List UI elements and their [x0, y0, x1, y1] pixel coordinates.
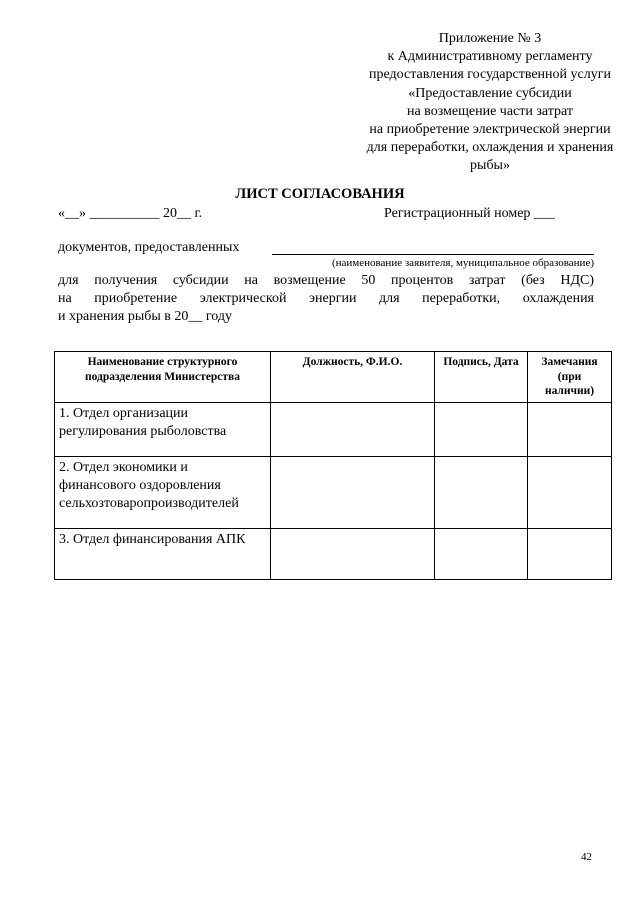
appendix-line: «Предоставление субсидии: [408, 85, 572, 101]
table-header-row: [55, 352, 612, 403]
paragraph-line: и хранения рыбы в 20__ году: [58, 309, 232, 324]
table-row: [55, 528, 612, 579]
applicant-fill-line: [272, 254, 594, 255]
appendix-line: рыбы»: [470, 158, 510, 174]
appendix-line: к Административному регламенту: [387, 49, 593, 65]
appendix-line: предоставления государственной услуги: [369, 67, 611, 83]
appendix-header: [300, 30, 640, 176]
table-row: [55, 456, 612, 528]
signature-date-cell: [435, 402, 528, 456]
department-cell: 1. Отдел организации регулирования рыболовства: [55, 402, 271, 456]
registration-number-field: Регистрационный номер ___: [384, 206, 555, 221]
approval-table: [54, 351, 612, 580]
appendix-line: для переработки, охлаждения и хранения: [366, 140, 614, 156]
documents-label: документов, предоставленных: [58, 240, 240, 255]
purpose-paragraph: [58, 272, 594, 326]
header-signature-date: Подпись, Дата: [435, 352, 528, 403]
signature-date-cell: [435, 528, 528, 579]
department-cell: 3. Отдел финансирования АПК: [55, 528, 271, 579]
appendix-line: Приложение № 3: [438, 31, 542, 46]
remarks-cell: [528, 528, 612, 579]
paragraph-line: для получения субсидии на возмещение 50 процентов затрат (без НДС): [58, 273, 594, 288]
header-position-name: Должность, Ф.И.О.: [271, 352, 435, 403]
page-number: 42: [581, 851, 592, 863]
signature-date-cell: [435, 456, 528, 528]
appendix-line: на возмещение части затрат: [406, 103, 574, 119]
paragraph-line: на приобретение электрической энергии для переработки, охлаждения: [58, 291, 594, 306]
appendix-line: на приобретение электрической энергии: [369, 122, 611, 138]
applicant-hint: (наименование заявителя, муниципальное образование): [331, 257, 594, 269]
position-name-cell: [271, 528, 435, 579]
position-name-cell: [271, 402, 435, 456]
department-cell: 2. Отдел экономики и финансового оздоровления сельхозтоваропроизводителей: [55, 456, 271, 528]
header-department: Наименование структурного подразделения Министерства: [55, 352, 271, 403]
date-field: «__» __________ 20__ г.: [58, 206, 203, 221]
table-row: [55, 402, 612, 456]
remarks-cell: [528, 456, 612, 528]
document-title: ЛИСТ СОГЛАСОВАНИЯ: [235, 186, 405, 202]
position-name-cell: [271, 456, 435, 528]
header-remarks: Замечания (при наличии): [528, 352, 612, 403]
remarks-cell: [528, 402, 612, 456]
